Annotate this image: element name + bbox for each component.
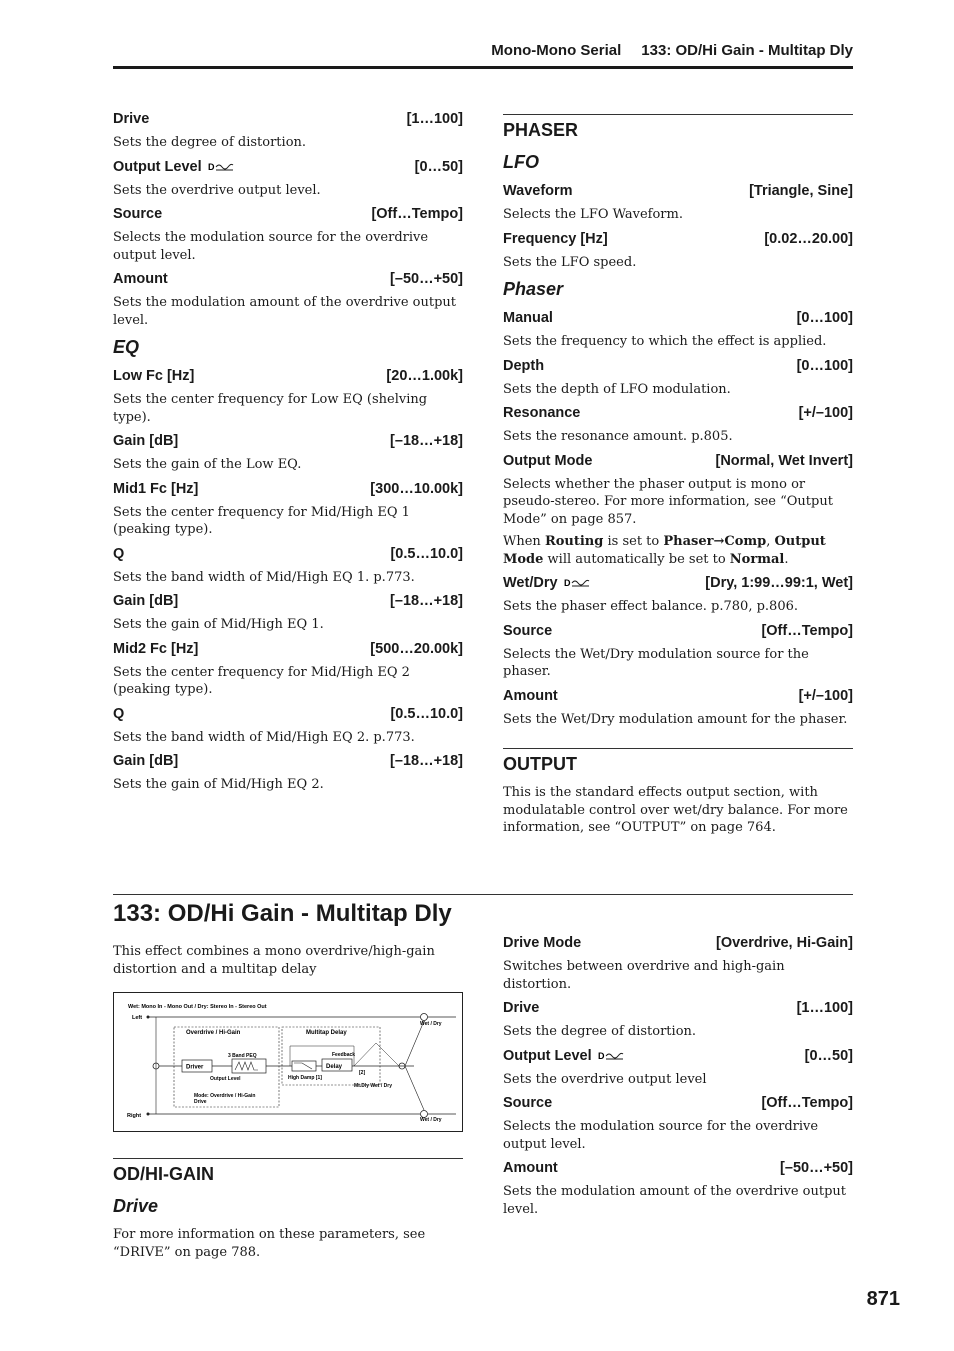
param-range: [+/–100] (798, 405, 853, 421)
param-desc: Sets the LFO speed. (503, 254, 637, 270)
driver-label: Driver (186, 1064, 204, 1071)
diagram-right-label: Right (127, 1113, 142, 1119)
note-text: , (766, 534, 775, 549)
param-desc: Sets the overdrive output level (503, 1071, 707, 1087)
phaser-heading: PHASER (503, 114, 853, 144)
effect-intro-block (113, 940, 463, 978)
dmod-icon (598, 1050, 624, 1060)
note-bold: Phaser→Comp (663, 534, 767, 549)
param-block (503, 623, 853, 681)
param-row (113, 706, 463, 726)
param-block (113, 706, 463, 747)
diagram-caption: Wet: Mono In - Mono Out / Dry: Stereo In - Stereo Out (128, 1004, 267, 1010)
output-level-label: Output Level (210, 1076, 241, 1082)
param-desc: Sets the center frequency for Low EQ (shelving type). (113, 392, 428, 425)
feedback-label: Feedback (332, 1052, 356, 1058)
param-desc: Sets the modulation amount of the overdrive output level. (503, 1184, 847, 1217)
param-name: Source (503, 622, 553, 639)
param-row (503, 231, 853, 251)
param-range: [1…100] (406, 111, 463, 127)
param-row (503, 688, 853, 708)
param-range: [0…50] (804, 1047, 853, 1064)
param-row (503, 1000, 853, 1020)
param-block (503, 453, 853, 529)
param-row (113, 593, 463, 613)
odhigain-section (113, 1158, 463, 1261)
param-row (503, 183, 853, 203)
section-rule (113, 894, 853, 895)
param-block (503, 405, 853, 446)
param-range: [20…1.00k] (386, 368, 463, 384)
param-block (503, 935, 853, 993)
param-name: Mid2 Fc [Hz] (113, 640, 199, 657)
mode-label: Mode: Overdrive / Hi-Gain (194, 1093, 256, 1099)
output-heading: OUTPUT (503, 748, 853, 778)
param-desc: Sets the frequency to which the effect is applied. (503, 334, 827, 349)
param-name: Amount (113, 271, 168, 287)
tap-label: [2] (359, 1070, 366, 1076)
dmod-icon (208, 161, 234, 171)
param-row (113, 481, 463, 501)
param-block (113, 368, 463, 426)
param-desc: Selects whether the phaser output is mono or pseudo-stereo. For more information, see “Output Mode” on page 857. (503, 476, 833, 527)
note-bold: Normal (729, 551, 785, 567)
param-block (113, 593, 463, 634)
param-range: [–50…+50] (390, 271, 463, 287)
param-desc: Selects the LFO Waveform. (503, 207, 683, 222)
param-block (113, 111, 463, 152)
param-row (113, 753, 463, 773)
svg-text:D: D (563, 578, 571, 587)
param-block (503, 358, 853, 399)
right-column-top (503, 114, 853, 837)
wet-dry-top-label: Wet / Dry (420, 1021, 442, 1027)
param-desc: Sets the gain of the Low EQ. (113, 457, 302, 472)
param-range: [Overdrive, Hi-Gain] (716, 935, 853, 951)
param-block (113, 433, 463, 474)
note-text: is set to (603, 534, 664, 549)
param-range: [–18…+18] (390, 753, 463, 769)
param-row (113, 206, 463, 226)
param-range: [Triangle, Sine] (749, 183, 853, 199)
param-row (113, 641, 463, 661)
header-rule (113, 66, 853, 69)
param-name: Mid1 Fc [Hz] (113, 480, 199, 497)
param-range: [–18…+18] (390, 593, 463, 609)
mt-label: Multitap Delay (306, 1030, 347, 1036)
param-row (113, 433, 463, 453)
param-desc: Sets the phaser effect balance. p.780, p.806. (503, 599, 798, 614)
param-row (503, 1160, 853, 1180)
lfo-heading: LFO (503, 152, 539, 172)
diagram-left-label: Left (132, 1015, 143, 1021)
svg-text:D: D (597, 1050, 605, 1060)
param-desc: Sets the center frequency for Mid/High EQ 2 (peaking type). (113, 664, 410, 697)
param-block (113, 271, 463, 329)
param-name: Source (503, 1095, 553, 1111)
param-row (503, 623, 853, 643)
param-row (503, 358, 853, 378)
param-range: [Dry, 1:99…99:1, Wet] (705, 575, 853, 591)
param-name: Frequency [Hz] (503, 230, 608, 247)
param-desc: Sets the Wet/Dry modulation amount for the phaser. (503, 711, 848, 727)
param-name: Low Fc [Hz] (113, 368, 195, 384)
effect-intro: This effect combines a mono overdrive/high-gain distortion and a multitap delay (113, 944, 435, 977)
param-row (503, 453, 853, 473)
param-desc: Sets the degree of distortion. (503, 1024, 697, 1039)
param-row (503, 935, 853, 955)
param-range: [+/–100] (798, 687, 853, 704)
note-bold: Routing (544, 534, 604, 549)
param-block (113, 159, 463, 200)
od-label: Overdrive / Hi-Gain (186, 1030, 241, 1036)
drive-label: Drive (194, 1099, 207, 1105)
param-desc: Sets the gain of Mid/High EQ 2. (113, 777, 324, 792)
param-row (113, 368, 463, 388)
drive-subheading: Drive (113, 1196, 159, 1216)
left-top-params (113, 111, 463, 329)
param-range: [Off…Tempo] (761, 1095, 853, 1111)
param-name: Output Level (503, 1047, 592, 1064)
odhigain-desc: For more information on these parameters, see “DRIVE” on page 788. (113, 1227, 426, 1260)
param-name: Wet/Dry (503, 575, 558, 591)
param-row (113, 159, 463, 179)
header-section: Mono-Mono Serial (491, 42, 622, 59)
param-name: Amount (503, 687, 558, 704)
param-range: [0…50] (414, 158, 463, 175)
param-row (113, 546, 463, 566)
param-block (503, 1160, 853, 1218)
page-number: 871 (866, 1288, 900, 1310)
eq-params (113, 368, 463, 794)
param-range: [0…100] (796, 357, 853, 374)
param-name: Q (113, 545, 125, 562)
high-damp-label: High Damp [1] (288, 1075, 322, 1081)
param-name: Resonance (503, 405, 581, 421)
param-range: [Normal, Wet Invert] (715, 452, 853, 469)
param-name: Gain [dB] (113, 753, 179, 769)
param-range: [0.5…10.0] (390, 545, 463, 562)
right-column-bottom (503, 928, 853, 1218)
param-desc: Selects the Wet/Dry modulation source for the phaser. (503, 646, 809, 679)
param-name: Drive (113, 111, 150, 127)
param-name: Amount (503, 1160, 558, 1176)
param-block (113, 546, 463, 587)
param-name: Output Level (113, 158, 202, 175)
param-block (113, 641, 463, 699)
param-row (503, 1095, 853, 1115)
param-name: Gain [dB] (113, 433, 179, 449)
effect-title: 133: OD/Hi Gain - Multitap Dly (113, 900, 452, 927)
param-name: Depth (503, 357, 545, 374)
param-desc: Switches between overdrive and high-gain distortion. (503, 959, 785, 992)
param-desc: Sets the degree of distortion. (113, 135, 307, 150)
param-block (503, 183, 853, 224)
param-name: Drive Mode (503, 935, 582, 951)
param-name: Waveform (503, 183, 573, 199)
note-text: will automatically be set to (543, 551, 730, 567)
svg-text:D: D (207, 161, 215, 171)
param-block (503, 575, 853, 616)
note-text: . (784, 551, 789, 567)
param-block (113, 753, 463, 794)
param-name: Source (113, 206, 163, 222)
note-text: When (503, 534, 545, 549)
param-name: Q (113, 705, 125, 722)
param-range: [–18…+18] (390, 433, 463, 449)
param-block (113, 481, 463, 539)
param-row (503, 1048, 853, 1068)
param-desc: Sets the band width of Mid/High EQ 2. p.773. (113, 729, 415, 745)
param-row (503, 310, 853, 330)
param-block (503, 1048, 853, 1089)
param-range: [Off…Tempo] (371, 206, 463, 222)
signal-flow-diagram (113, 992, 463, 1132)
mt-wet-dry-label: Mt.Dly Wet / Dry (354, 1083, 392, 1089)
peq-label: 3 Band PEQ (228, 1053, 257, 1059)
wet-dry-bottom-label: Wet / Dry (420, 1117, 442, 1123)
output-desc: This is the standard effects output section, with modulatable control over wet/dry balance. For more information, see “OUTPUT” on page 764. (503, 785, 848, 835)
param-range: [1…100] (796, 1000, 853, 1016)
eq-heading: EQ (113, 337, 140, 357)
param-range: [0…100] (796, 310, 853, 326)
param-row (503, 405, 853, 425)
header-title: 133: OD/Hi Gain - Multitap Dly (641, 42, 853, 59)
odhigain-heading: OD/HI-GAIN (113, 1158, 463, 1188)
param-desc: Sets the modulation amount of the overdrive output level. (113, 295, 457, 328)
page-header (113, 42, 853, 62)
param-desc: Sets the band width of Mid/High EQ 1. p.773. (113, 569, 415, 585)
param-name: Manual (503, 310, 553, 326)
phaser-subheading: Phaser (503, 279, 564, 299)
dmod-icon (564, 577, 590, 587)
param-row (113, 271, 463, 291)
param-block (503, 310, 853, 351)
param-range: [0.5…10.0] (390, 705, 463, 722)
param-desc: Sets the resonance amount. p.805. (503, 429, 733, 444)
param-block (113, 206, 463, 264)
param-desc: Sets the gain of Mid/High EQ 1. (113, 617, 324, 632)
param-block (503, 688, 853, 729)
param-desc: Selects the modulation source for the overdrive output level. (113, 230, 429, 263)
param-row (503, 575, 853, 595)
param-row (113, 111, 463, 131)
param-block (503, 231, 853, 272)
param-desc: Sets the center frequency for Mid/High EQ 1 (peaking type). (113, 504, 410, 537)
param-name: Gain [dB] (113, 593, 179, 609)
param-range: [0.02…20.00] (764, 230, 853, 247)
param-block (503, 1000, 853, 1041)
param-desc: Sets the overdrive output level. (113, 182, 321, 198)
param-range: [300…10.00k] (370, 480, 463, 497)
delay-label: Delay (326, 1064, 343, 1070)
left-column-top (113, 104, 463, 794)
param-block (503, 1095, 853, 1153)
param-range: [500…20.00k] (370, 640, 463, 657)
param-name: Output Mode (503, 452, 593, 469)
param-desc: Sets the depth of LFO modulation. (503, 381, 731, 397)
routing-note (503, 533, 853, 568)
param-desc: Selects the modulation source for the overdrive output level. (503, 1119, 819, 1152)
param-range: [–50…+50] (780, 1160, 853, 1176)
param-range: [Off…Tempo] (761, 622, 853, 639)
param-name: Drive (503, 1000, 540, 1016)
note-bold: Output Mode (503, 534, 826, 567)
